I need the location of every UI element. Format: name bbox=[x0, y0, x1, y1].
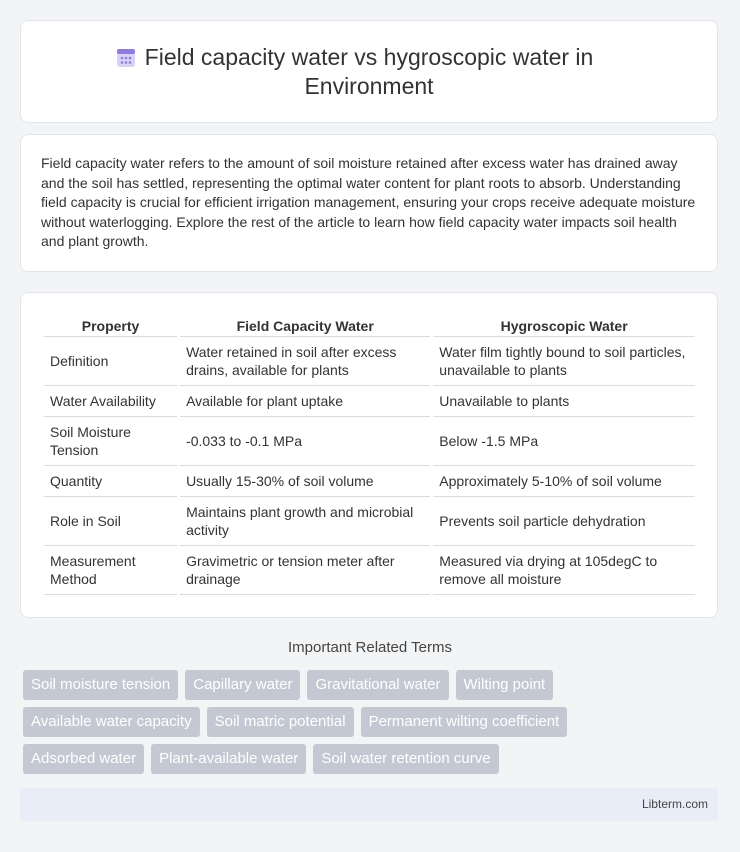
row-property: Definition bbox=[44, 337, 177, 386]
row-property: Soil Moisture Tension bbox=[44, 417, 177, 466]
page-title bbox=[21, 43, 717, 101]
row-property: Quantity bbox=[44, 466, 177, 497]
tag-row bbox=[23, 670, 723, 700]
tag-soil-moisture-tension[interactable]: Soil moisture tension bbox=[23, 670, 178, 700]
row-property: Role in Soil bbox=[44, 497, 177, 546]
page-title-line1: Field capacity water vs hygroscopic water in bbox=[144, 44, 594, 70]
tag-permanent-wilting-coefficient[interactable]: Permanent wilting coefficient bbox=[361, 707, 568, 737]
header-property: Property bbox=[44, 315, 177, 337]
table-row bbox=[44, 546, 695, 595]
tag-row bbox=[23, 707, 723, 737]
footer bbox=[20, 788, 718, 821]
comparison-table bbox=[41, 315, 698, 595]
header-hygroscopic: Hygroscopic Water bbox=[433, 315, 695, 337]
tag-gravitational-water[interactable]: Gravitational water bbox=[307, 670, 448, 700]
related-terms-tags bbox=[23, 670, 723, 781]
row-hygroscopic: Unavailable to plants bbox=[433, 386, 695, 417]
title-card bbox=[20, 20, 718, 123]
row-property: Water Availability bbox=[44, 386, 177, 417]
table-row bbox=[44, 386, 695, 417]
row-field-capacity: Water retained in soil after excess drains, available for plants bbox=[180, 337, 430, 386]
tag-available-water-capacity[interactable]: Available water capacity bbox=[23, 707, 200, 737]
row-hygroscopic: Approximately 5-10% of soil volume bbox=[433, 466, 695, 497]
footer-site-link[interactable]: Libterm.com bbox=[641, 797, 708, 811]
tag-plant-available-water[interactable]: Plant-available water bbox=[151, 744, 306, 774]
row-field-capacity: Available for plant uptake bbox=[180, 386, 430, 417]
table-row bbox=[44, 337, 695, 386]
tag-adsorbed-water[interactable]: Adsorbed water bbox=[23, 744, 144, 774]
row-hygroscopic: Prevents soil particle dehydration bbox=[433, 497, 695, 546]
row-field-capacity: Maintains plant growth and microbial activity bbox=[180, 497, 430, 546]
tag-capillary-water[interactable]: Capillary water bbox=[185, 670, 300, 700]
tag-wilting-point[interactable]: Wilting point bbox=[456, 670, 554, 700]
row-field-capacity: Gravimetric or tension meter after drainage bbox=[180, 546, 430, 595]
header-field-capacity: Field Capacity Water bbox=[180, 315, 430, 337]
related-terms-heading: Important Related Terms bbox=[288, 639, 452, 656]
table-row bbox=[44, 417, 695, 466]
table-header-row bbox=[44, 315, 695, 337]
intro-paragraph: Field capacity water refers to the amount of soil moisture retained after excess water has drained away and the soil has settled, representing the optimal water content for plant roots to absorb. Understanding field capacity is crucial for efficient irrigation management, ensuring your crops receive adequate moisture without waterlogging. Explore the rest of the article to learn how field capacity water impacts soil health and plant growth. bbox=[41, 155, 696, 250]
comparison-table-card bbox=[20, 292, 718, 618]
tag-soil-matric-potential[interactable]: Soil matric potential bbox=[207, 707, 354, 737]
row-hygroscopic: Below -1.5 MPa bbox=[433, 417, 695, 466]
table-row bbox=[44, 466, 695, 497]
page-title-line2: Environment bbox=[304, 73, 434, 99]
row-hygroscopic: Water film tightly bound to soil particles, unavailable to plants bbox=[433, 337, 695, 386]
tag-soil-water-retention-curve[interactable]: Soil water retention curve bbox=[313, 744, 498, 774]
row-hygroscopic: Measured via drying at 105degC to remove all moisture bbox=[433, 546, 695, 595]
table-row bbox=[44, 497, 695, 546]
row-field-capacity: Usually 15-30% of soil volume bbox=[180, 466, 430, 497]
row-field-capacity: -0.033 to -0.1 MPa bbox=[180, 417, 430, 466]
row-property: Measurement Method bbox=[44, 546, 177, 595]
intro-card bbox=[20, 134, 718, 272]
tag-row bbox=[23, 744, 723, 774]
